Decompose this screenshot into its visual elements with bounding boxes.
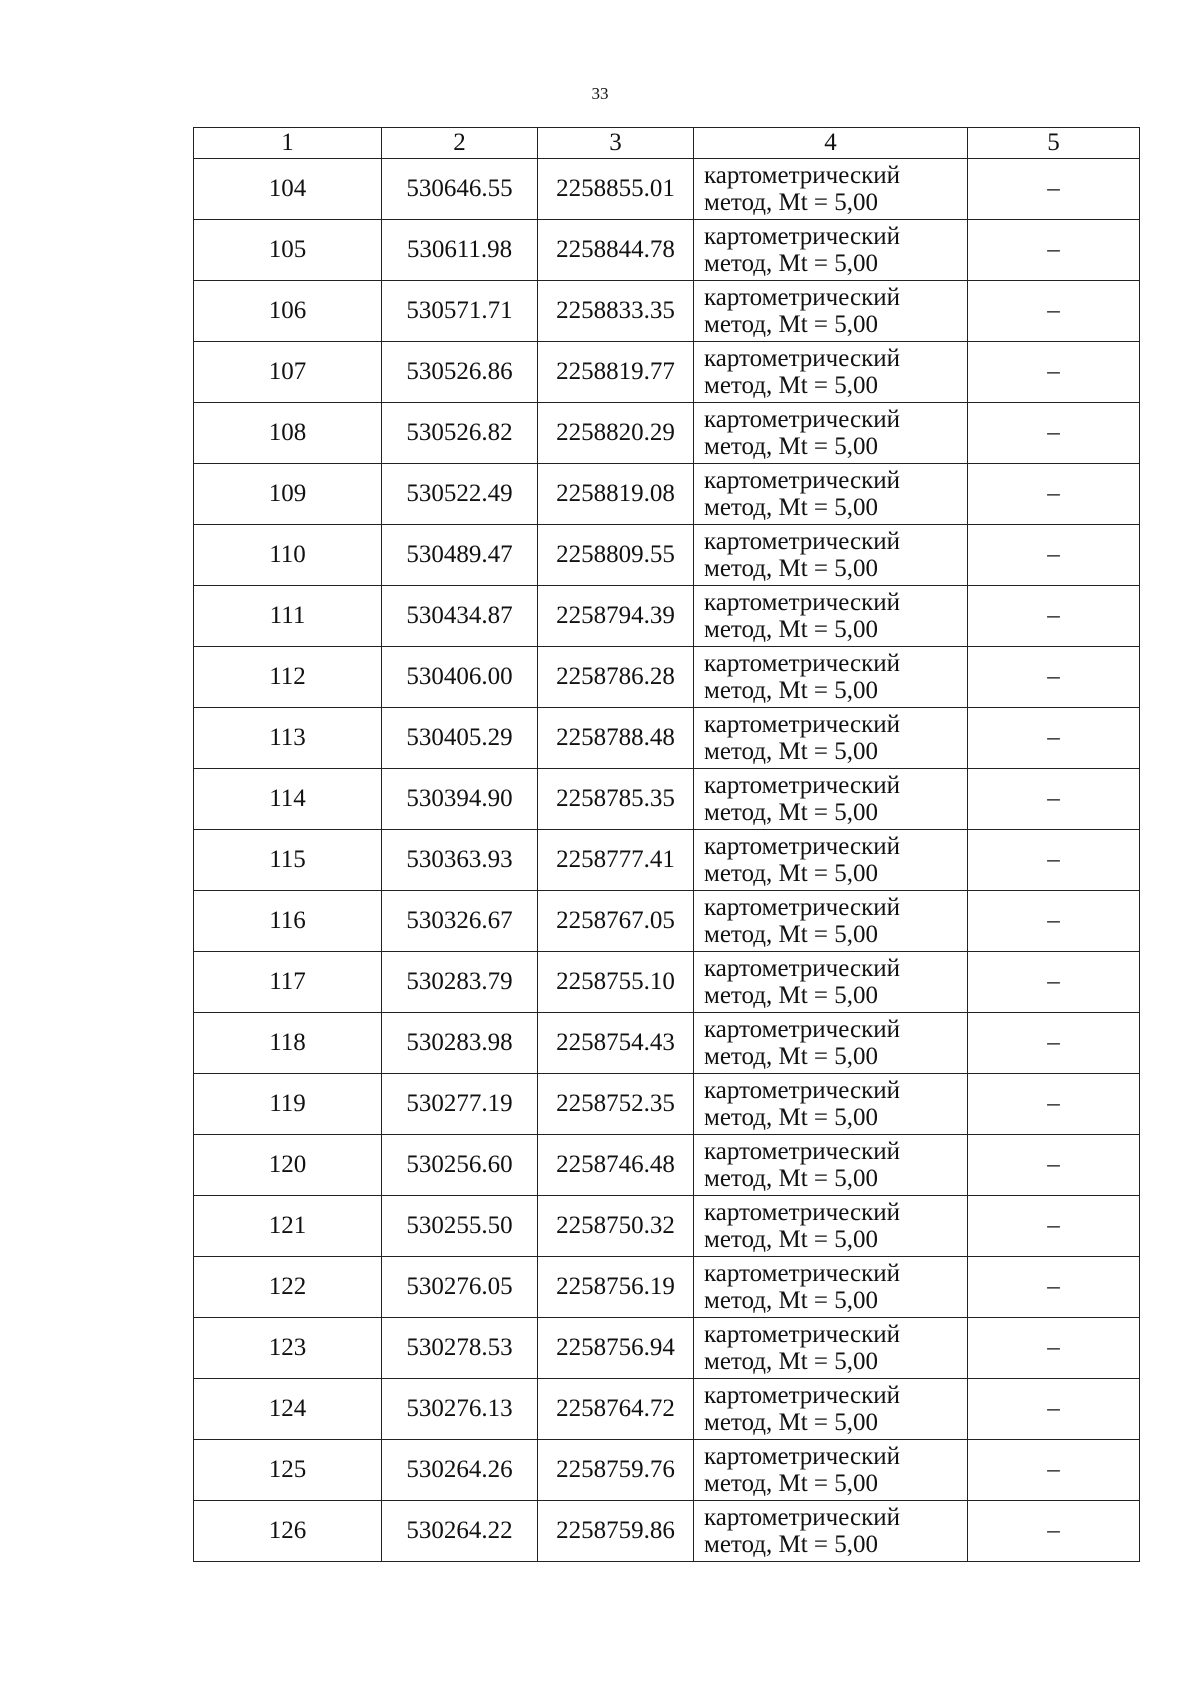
- note-cell: –: [968, 1318, 1140, 1379]
- method-line-2: метод, Mt = 5,00: [704, 677, 879, 704]
- point-number-cell: 121: [194, 1196, 382, 1257]
- y-coordinate-cell: 2258844.78: [538, 220, 694, 281]
- method-line-1: картометрический: [704, 1260, 900, 1287]
- method-line-2: метод, Mt = 5,00: [704, 1470, 879, 1497]
- x-coordinate-cell: 530363.93: [382, 830, 538, 891]
- method-line-1: картометрический: [704, 833, 900, 860]
- point-number-cell: 105: [194, 220, 382, 281]
- note-cell: –: [968, 952, 1140, 1013]
- method-line-1: картометрический: [704, 1321, 900, 1348]
- point-number-cell: 126: [194, 1501, 382, 1562]
- method-cell: [694, 830, 968, 891]
- note-cell: –: [968, 769, 1140, 830]
- note-cell: –: [968, 281, 1140, 342]
- method-cell: [694, 1074, 968, 1135]
- table-row: [194, 159, 1140, 220]
- method-cell: [694, 1379, 968, 1440]
- x-coordinate-cell: 530278.53: [382, 1318, 538, 1379]
- y-coordinate-cell: 2258819.77: [538, 342, 694, 403]
- column-header-2: 2: [382, 128, 538, 159]
- point-number-cell: 104: [194, 159, 382, 220]
- method-line-1: картометрический: [704, 467, 900, 494]
- method-cell: [694, 281, 968, 342]
- table-row: [194, 1318, 1140, 1379]
- method-cell: [694, 220, 968, 281]
- table-row: [194, 647, 1140, 708]
- column-header-5: 5: [968, 128, 1140, 159]
- y-coordinate-cell: 2258794.39: [538, 586, 694, 647]
- table-row: [194, 891, 1140, 952]
- note-cell: –: [968, 830, 1140, 891]
- note-cell: –: [968, 403, 1140, 464]
- point-number-cell: 114: [194, 769, 382, 830]
- method-cell: [694, 708, 968, 769]
- y-coordinate-cell: 2258855.01: [538, 159, 694, 220]
- method-cell: [694, 403, 968, 464]
- method-line-1: картометрический: [704, 223, 900, 250]
- table-row: [194, 403, 1140, 464]
- y-coordinate-cell: 2258746.48: [538, 1135, 694, 1196]
- y-coordinate-cell: 2258750.32: [538, 1196, 694, 1257]
- x-coordinate-cell: 530394.90: [382, 769, 538, 830]
- point-number-cell: 107: [194, 342, 382, 403]
- method-line-1: картометрический: [704, 589, 900, 616]
- point-number-cell: 122: [194, 1257, 382, 1318]
- table-row: [194, 1013, 1140, 1074]
- table-row: [194, 1379, 1140, 1440]
- method-line-2: метод, Mt = 5,00: [704, 1226, 879, 1253]
- method-cell: [694, 525, 968, 586]
- coordinates-table: [193, 127, 1140, 1562]
- method-line-1: картометрический: [704, 894, 900, 921]
- table-row: [194, 769, 1140, 830]
- method-cell: [694, 1013, 968, 1074]
- y-coordinate-cell: 2258809.55: [538, 525, 694, 586]
- table-body: [194, 159, 1140, 1562]
- y-coordinate-cell: 2258767.05: [538, 891, 694, 952]
- note-cell: –: [968, 1013, 1140, 1074]
- method-line-1: картометрический: [704, 345, 900, 372]
- y-coordinate-cell: 2258764.72: [538, 1379, 694, 1440]
- point-number-cell: 110: [194, 525, 382, 586]
- x-coordinate-cell: 530255.50: [382, 1196, 538, 1257]
- y-coordinate-cell: 2258833.35: [538, 281, 694, 342]
- table-row: [194, 281, 1140, 342]
- y-coordinate-cell: 2258820.29: [538, 403, 694, 464]
- method-line-1: картометрический: [704, 1199, 900, 1226]
- note-cell: –: [968, 159, 1140, 220]
- method-line-1: картометрический: [704, 1382, 900, 1409]
- table-row: [194, 708, 1140, 769]
- note-cell: –: [968, 586, 1140, 647]
- point-number-cell: 116: [194, 891, 382, 952]
- note-cell: –: [968, 891, 1140, 952]
- table-row: [194, 952, 1140, 1013]
- method-line-2: метод, Mt = 5,00: [704, 1409, 879, 1436]
- table-header: [194, 128, 1140, 159]
- point-number-cell: 111: [194, 586, 382, 647]
- method-line-2: метод, Mt = 5,00: [704, 1165, 879, 1192]
- note-cell: –: [968, 464, 1140, 525]
- note-cell: –: [968, 708, 1140, 769]
- note-cell: –: [968, 1379, 1140, 1440]
- method-cell: [694, 1440, 968, 1501]
- point-number-cell: 120: [194, 1135, 382, 1196]
- method-cell: [694, 586, 968, 647]
- header-row: [194, 128, 1140, 159]
- method-line-1: картометрический: [704, 772, 900, 799]
- x-coordinate-cell: 530522.49: [382, 464, 538, 525]
- table-row: [194, 1074, 1140, 1135]
- x-coordinate-cell: 530571.71: [382, 281, 538, 342]
- x-coordinate-cell: 530489.47: [382, 525, 538, 586]
- table-row: [194, 586, 1140, 647]
- table-row: [194, 1440, 1140, 1501]
- x-coordinate-cell: 530611.98: [382, 220, 538, 281]
- x-coordinate-cell: 530326.67: [382, 891, 538, 952]
- method-line-2: метод, Mt = 5,00: [704, 1287, 879, 1314]
- x-coordinate-cell: 530406.00: [382, 647, 538, 708]
- method-line-1: картометрический: [704, 1443, 900, 1470]
- table-row: [194, 525, 1140, 586]
- x-coordinate-cell: 530276.13: [382, 1379, 538, 1440]
- note-cell: –: [968, 1501, 1140, 1562]
- method-line-2: метод, Mt = 5,00: [704, 1531, 879, 1558]
- method-cell: [694, 647, 968, 708]
- point-number-cell: 125: [194, 1440, 382, 1501]
- y-coordinate-cell: 2258759.86: [538, 1501, 694, 1562]
- y-coordinate-cell: 2258755.10: [538, 952, 694, 1013]
- y-coordinate-cell: 2258756.19: [538, 1257, 694, 1318]
- method-line-2: метод, Mt = 5,00: [704, 860, 879, 887]
- method-line-1: картометрический: [704, 162, 900, 189]
- method-line-2: метод, Mt = 5,00: [704, 1104, 879, 1131]
- note-cell: –: [968, 1440, 1140, 1501]
- x-coordinate-cell: 530256.60: [382, 1135, 538, 1196]
- method-cell: [694, 1501, 968, 1562]
- point-number-cell: 112: [194, 647, 382, 708]
- method-line-1: картометрический: [704, 528, 900, 555]
- method-cell: [694, 1318, 968, 1379]
- table-row: [194, 464, 1140, 525]
- x-coordinate-cell: 530405.29: [382, 708, 538, 769]
- method-cell: [694, 891, 968, 952]
- point-number-cell: 108: [194, 403, 382, 464]
- method-cell: [694, 1196, 968, 1257]
- x-coordinate-cell: 530526.82: [382, 403, 538, 464]
- x-coordinate-cell: 530283.79: [382, 952, 538, 1013]
- page-number: 33: [591, 84, 609, 103]
- method-cell: [694, 342, 968, 403]
- y-coordinate-cell: 2258754.43: [538, 1013, 694, 1074]
- method-line-2: метод, Mt = 5,00: [704, 921, 879, 948]
- y-coordinate-cell: 2258756.94: [538, 1318, 694, 1379]
- x-coordinate-cell: 530276.05: [382, 1257, 538, 1318]
- method-line-2: метод, Mt = 5,00: [704, 555, 879, 582]
- point-number-cell: 109: [194, 464, 382, 525]
- x-coordinate-cell: 530526.86: [382, 342, 538, 403]
- method-line-1: картометрический: [704, 1016, 900, 1043]
- method-line-1: картометрический: [704, 955, 900, 982]
- method-line-2: метод, Mt = 5,00: [704, 616, 879, 643]
- method-cell: [694, 952, 968, 1013]
- method-line-2: метод, Mt = 5,00: [704, 738, 879, 765]
- x-coordinate-cell: 530264.22: [382, 1501, 538, 1562]
- y-coordinate-cell: 2258786.28: [538, 647, 694, 708]
- table-row: [194, 1196, 1140, 1257]
- method-line-2: метод, Mt = 5,00: [704, 311, 879, 338]
- point-number-cell: 117: [194, 952, 382, 1013]
- method-line-2: метод, Mt = 5,00: [704, 799, 879, 826]
- method-cell: [694, 464, 968, 525]
- method-line-1: картометрический: [704, 650, 900, 677]
- method-line-2: метод, Mt = 5,00: [704, 1043, 879, 1070]
- note-cell: –: [968, 525, 1140, 586]
- table-row: [194, 830, 1140, 891]
- method-line-1: картометрический: [704, 1077, 900, 1104]
- table-row: [194, 1501, 1140, 1562]
- x-coordinate-cell: 530283.98: [382, 1013, 538, 1074]
- table-row: [194, 220, 1140, 281]
- note-cell: –: [968, 1196, 1140, 1257]
- method-line-1: картометрический: [704, 1138, 900, 1165]
- point-number-cell: 106: [194, 281, 382, 342]
- x-coordinate-cell: 530434.87: [382, 586, 538, 647]
- note-cell: –: [968, 220, 1140, 281]
- note-cell: –: [968, 1074, 1140, 1135]
- y-coordinate-cell: 2258785.35: [538, 769, 694, 830]
- table-row: [194, 1135, 1140, 1196]
- point-number-cell: 115: [194, 830, 382, 891]
- method-line-1: картометрический: [704, 711, 900, 738]
- method-cell: [694, 769, 968, 830]
- method-line-1: картометрический: [704, 1504, 900, 1531]
- note-cell: –: [968, 1257, 1140, 1318]
- method-line-1: картометрический: [704, 406, 900, 433]
- x-coordinate-cell: 530646.55: [382, 159, 538, 220]
- y-coordinate-cell: 2258777.41: [538, 830, 694, 891]
- note-cell: –: [968, 342, 1140, 403]
- method-line-2: метод, Mt = 5,00: [704, 372, 879, 399]
- method-line-2: метод, Mt = 5,00: [704, 250, 879, 277]
- column-header-4: 4: [694, 128, 968, 159]
- y-coordinate-cell: 2258788.48: [538, 708, 694, 769]
- method-cell: [694, 1135, 968, 1196]
- column-header-3: 3: [538, 128, 694, 159]
- method-line-2: метод, Mt = 5,00: [704, 433, 879, 460]
- table-row: [194, 1257, 1140, 1318]
- method-cell: [694, 1257, 968, 1318]
- note-cell: –: [968, 647, 1140, 708]
- method-line-1: картометрический: [704, 284, 900, 311]
- point-number-cell: 124: [194, 1379, 382, 1440]
- point-number-cell: 123: [194, 1318, 382, 1379]
- x-coordinate-cell: 530264.26: [382, 1440, 538, 1501]
- method-line-2: метод, Mt = 5,00: [704, 982, 879, 1009]
- y-coordinate-cell: 2258759.76: [538, 1440, 694, 1501]
- column-header-1: 1: [194, 128, 382, 159]
- point-number-cell: 118: [194, 1013, 382, 1074]
- method-line-2: метод, Mt = 5,00: [704, 1348, 879, 1375]
- y-coordinate-cell: 2258819.08: [538, 464, 694, 525]
- method-line-2: метод, Mt = 5,00: [704, 494, 879, 521]
- method-line-2: метод, Mt = 5,00: [704, 189, 879, 216]
- table-row: [194, 342, 1140, 403]
- note-cell: –: [968, 1135, 1140, 1196]
- y-coordinate-cell: 2258752.35: [538, 1074, 694, 1135]
- point-number-cell: 119: [194, 1074, 382, 1135]
- x-coordinate-cell: 530277.19: [382, 1074, 538, 1135]
- point-number-cell: 113: [194, 708, 382, 769]
- method-cell: [694, 159, 968, 220]
